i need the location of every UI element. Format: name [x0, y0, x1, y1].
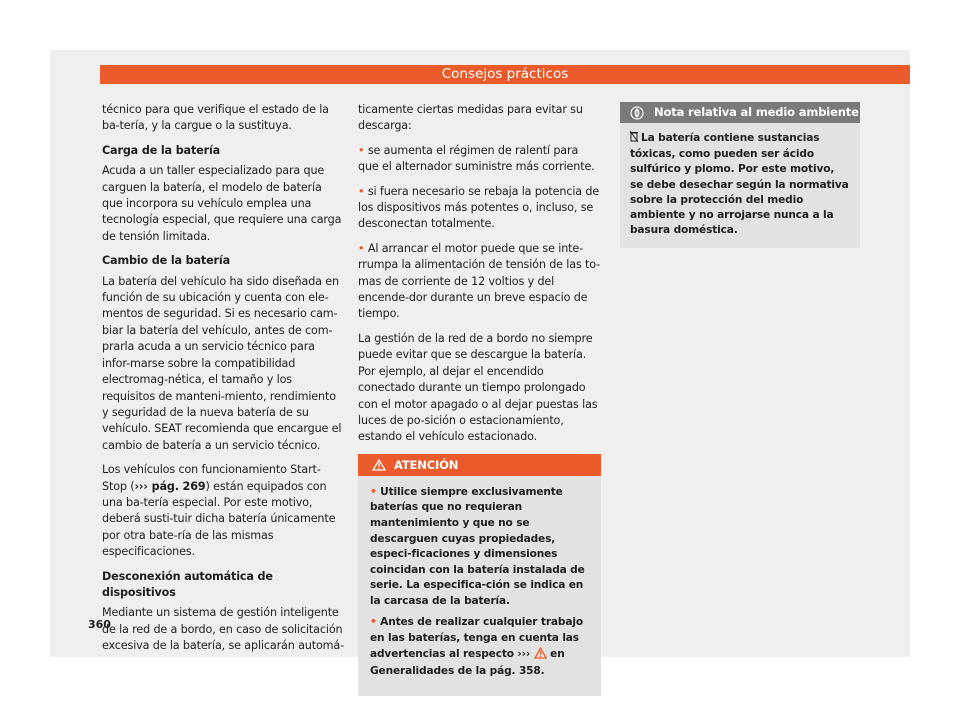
- paragraph: La batería del vehículo ha sido diseñada en función de su ubicación y cuenta con ele-mentos de seguridad. Si es necesario cam-biar la batería del vehículo, antes de com-prarla acuda a un servicio técnico para infor-marse sobre la compatibilidad electromag-nética, el tamaño y los requisitos de manteni-miento, rendimiento y seguridad de la nueva batería de su vehículo. SEAT recomienda que encargue el cambio de batería a un servicio técnico.: [102, 274, 342, 452]
- paragraph: ticamente ciertas medidas para evitar su descarga:: [358, 103, 583, 133]
- bullet-icon: •: [370, 485, 377, 498]
- bullet-text: si fuera necesario se rebaja la potencia de los dispositivos más potentes o, incluso, se desconectan totalmente.: [358, 184, 600, 231]
- paragraph: Acuda a un taller especializado para que carguen la batería, el modelo de batería que incorpora su vehículo emplea una tecnología especial, que requiere una carga de tensión limitada.: [102, 164, 342, 243]
- warning-item: [370, 485, 589, 610]
- bullet-item: [358, 184, 601, 233]
- section-heading-desconexion: Desconexión automática de dispositivos: [102, 569, 273, 599]
- bullet-text: se aumenta el régimen de ralentí para que el alternador suministre más corriente.: [358, 143, 595, 174]
- recycle-bin-icon: [630, 131, 638, 147]
- paragraph: Mediante un sistema de gestión inteligente de la red de a bordo, en caso de solicitación excesiva de la batería, se aplicarán automá-: [102, 606, 344, 653]
- page-reference-link[interactable]: ››› pág. 269: [134, 479, 206, 493]
- warning-text: Utilice siempre exclusivamente baterías que no requieran mantenimiento y que no se descarguen cuyas propiedades, especi-ficaciones y dimensiones coincidan con la batería instalada de serie. La especifica-ción se indica en la carcasa de la batería.: [370, 485, 585, 607]
- column-left: [102, 102, 345, 663]
- environment-icon: [630, 106, 644, 120]
- warning-box: [358, 454, 601, 696]
- warning-header: [358, 454, 601, 476]
- environment-note-text: La batería contiene sustancias tóxicas, como pueden ser ácido sulfúrico y plomo. Por este motivo, se debe desechar según la normativa sobre la protección del medio ambiente y no arrojarse nunca a la basura doméstica.: [630, 132, 849, 237]
- section-heading-carga: Carga de la batería: [102, 143, 221, 157]
- paragraph-start-stop: [102, 462, 345, 560]
- bullet-item: [358, 143, 601, 176]
- paragraph: técnico para que verifique el estado de la ba-tería, y la cargue o la sustituya.: [102, 103, 329, 133]
- environment-note-title: Nota relativa al medio ambiente: [654, 105, 859, 119]
- page-title: Consejos prácticos: [441, 66, 569, 82]
- page-header: [100, 65, 910, 84]
- environment-note-body: [620, 123, 860, 248]
- column-right: [620, 102, 860, 248]
- paragraph: La gestión de la red de a bordo no siempre puede evitar que se descargue la batería. Por ejemplo, al dejar el encendido conectado durante un tiempo prolongado con el motor apagado o al dejar puestas las luces de po-sición o estacionamiento, estando el vehículo estacionado.: [358, 331, 598, 444]
- page-number: 360: [88, 618, 111, 631]
- text: ) están equipados con una ba-tería especial. Por este motivo, deberá susti-tuir dicha batería únicamente por otra bate-ría de las mismas especificaciones.: [102, 479, 336, 559]
- environment-note-box: [620, 102, 860, 248]
- bullet-item: [358, 241, 601, 323]
- manual-page: [50, 50, 910, 678]
- environment-note-header: [620, 102, 860, 123]
- page-reference-link[interactable]: en Generalidades de la pág. 358.: [370, 647, 565, 678]
- bullet-icon: •: [358, 184, 365, 198]
- warning-item: [370, 615, 589, 679]
- warning-triangle-icon: [534, 647, 547, 665]
- section-heading-cambio: Cambio de la batería: [102, 254, 231, 268]
- bullet-icon: •: [358, 241, 365, 255]
- warning-body: [358, 476, 601, 696]
- bullet-icon: •: [358, 143, 365, 157]
- column-middle: [358, 102, 601, 696]
- bullet-text: Al arrancar el motor puede que se inte-rrumpa la alimentación de tensión de las to-mas de corriente de 12 voltios y del encende-dor durante un breve espacio de tiempo.: [358, 241, 601, 321]
- text: Los vehículos con funcionamiento Start-Stop (: [102, 463, 321, 493]
- warning-triangle-icon: [372, 459, 386, 471]
- warning-title: ATENCIÓN: [394, 457, 459, 472]
- warning-text: Antes de realizar cualquier trabajo en las baterías, tenga en cuenta las advertencias al respecto ›››: [370, 616, 583, 660]
- bullet-icon: •: [370, 616, 377, 629]
